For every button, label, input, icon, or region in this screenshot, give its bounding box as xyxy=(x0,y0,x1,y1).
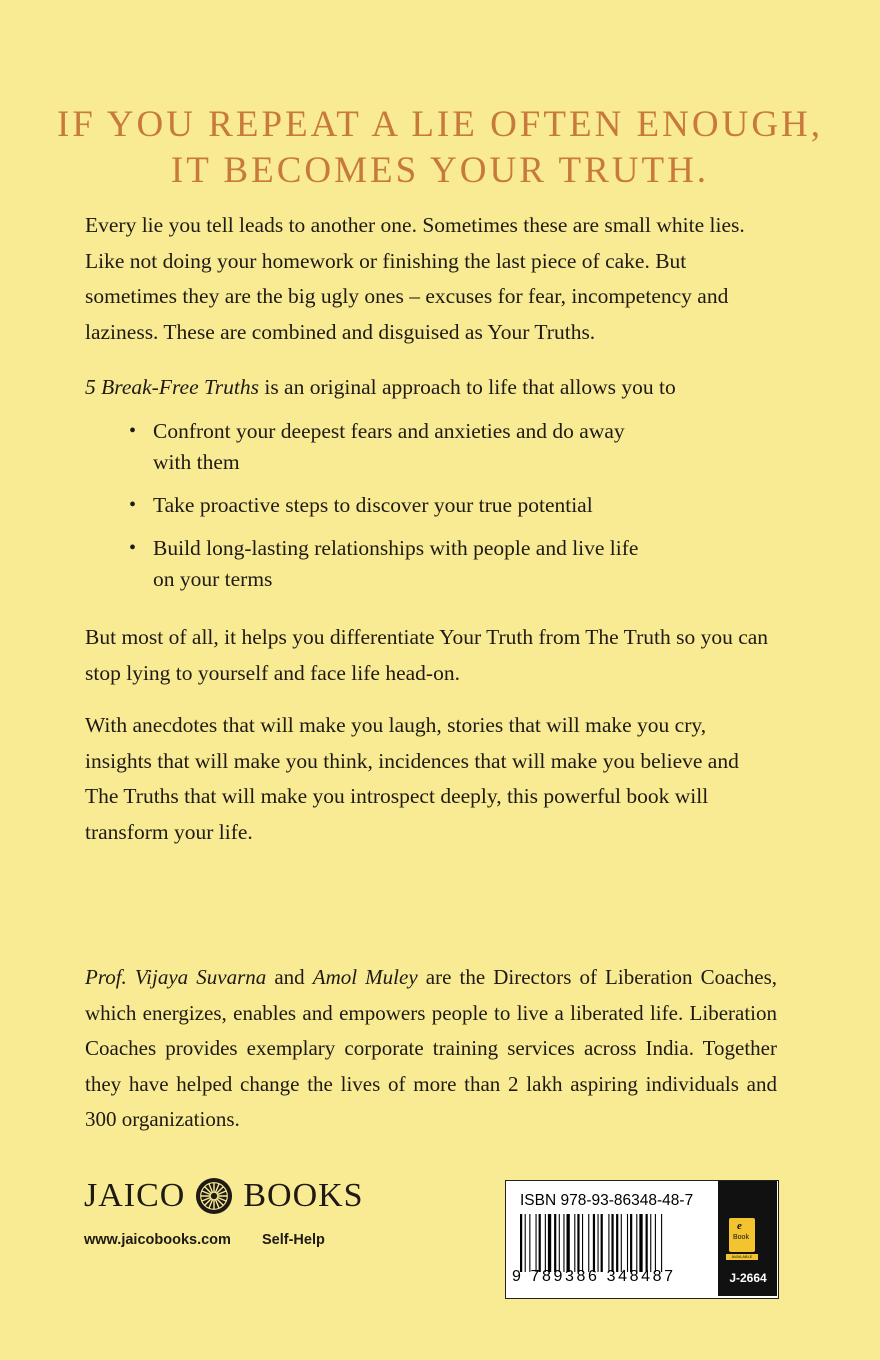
author-bio-text: are the Directors of Liberation Coaches, which energizes, enables and empowers people to live a liberated life. Liberation Coaches provides exemplary corporate training services across India. Together they have helped change the lives of more than 2 lakh aspiring individuals and 300 organizations. xyxy=(85,965,777,1131)
headline xyxy=(0,102,880,194)
list-item: • Confront your deepest fears and anxieties and do away with them xyxy=(125,416,665,478)
bullet-icon: • xyxy=(129,420,137,442)
bullet-icon: • xyxy=(129,494,137,516)
approach-text: is an original approach to life that allows you to xyxy=(258,375,676,399)
paragraph-approach xyxy=(85,370,777,406)
author-name-1: Prof. Vijaya Suvarna xyxy=(85,965,267,989)
headline-line-2: IT BECOMES YOUR TRUTH. xyxy=(170,150,710,191)
ebook-available-label: AVAILABLE xyxy=(726,1254,758,1260)
paragraph-intro: Every lie you tell leads to another one. Sometimes these are small white lies. Like not doing your homework or finishing the last piece of cake. But sometimes they are the big ugly ones – excuses for fear, incompetency and laziness. These are combined and disguised as Your Truths. xyxy=(85,213,745,344)
bullet-icon: • xyxy=(129,537,137,559)
book-title: 5 Break-Free Truths xyxy=(85,375,259,399)
paragraph-anecdotes: With anecdotes that will make you laugh, stories that will make you cry, insights that will make you think, incidences that will make you believe and The Truths that will make you introspect deeply, this powerful book will transform your life. xyxy=(85,713,739,844)
publisher-website: www.jaicobooks.com xyxy=(84,1232,231,1248)
benefits-list xyxy=(125,416,665,607)
barcode-icon xyxy=(520,1214,710,1272)
paragraph-differentiate: But most of all, it helps you differentiate Your Truth from The Truth so you can stop lying to yourself and face life head-on. xyxy=(85,625,769,685)
author-bio: Prof. Vijaya Suvarna and Amol Muley are the Directors of Liberation Coaches, which energizes, enables and empowers people to live a liberated life. Liberation Coaches provides exemplary corporate training services across India. Together they have helped change the lives of more than 2 lakh aspiring individuals and 300 organizations. xyxy=(85,965,777,1131)
list-item: • Take proactive steps to discover your true potential xyxy=(125,490,665,521)
author-name-2: Amol Muley xyxy=(312,965,418,989)
barcode-digits: 9 789386 348487 xyxy=(512,1268,676,1285)
headline-line-1: IF YOU REPEAT A LIE OFTEN ENOUGH, xyxy=(56,104,824,145)
list-item: • Build long-lasting relationships with people and live life on your terms xyxy=(125,533,665,595)
jaico-emblem-icon xyxy=(195,1177,233,1215)
publisher-logo: JAICO BOOKS xyxy=(84,1177,364,1214)
isbn-label: ISBN 978-93-86348-48-7 xyxy=(520,1192,694,1209)
genre-label: Self-Help xyxy=(262,1232,325,1248)
ebook-icon: e Book xyxy=(729,1218,755,1252)
product-code: J-2664 xyxy=(729,1271,767,1285)
